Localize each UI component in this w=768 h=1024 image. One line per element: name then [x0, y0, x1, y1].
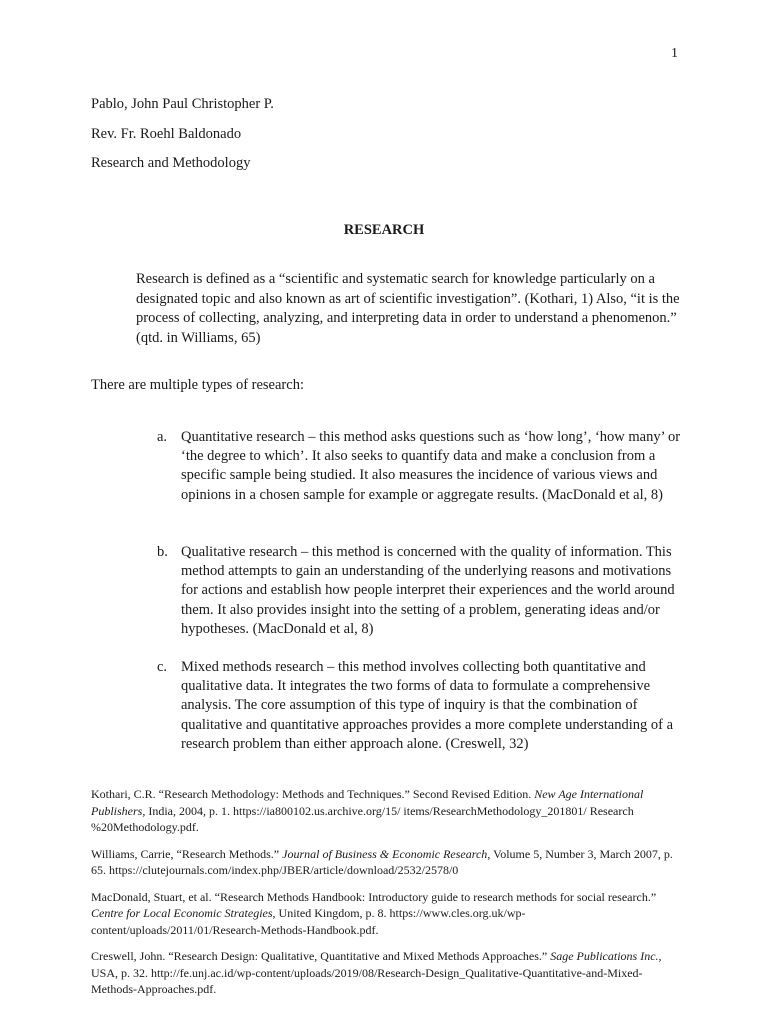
list-marker: b. — [157, 544, 168, 560]
references-section — [91, 786, 681, 1008]
list-marker: c. — [157, 659, 168, 675]
document-title: RESEARCH — [343, 222, 425, 238]
reference-williams: Williams, Carrie, “Research Methods.” Journal of Business & Economic Research, Volume 5, Number 3, March 2007, p. 65. https://clutejournals.com/index.php/JBER/article/download/2532/2578/0 — [91, 846, 673, 877]
reference-creswell: Creswell, John. “Research Design: Qualitative, Quantitative and Mixed Methods Approaches.” Sage Publications Inc., USA, p. 32. http://fe.unj.ac.id/wp-content/uploads/2019/08/Research-Design_Qualitative-Quantitative-and-Mixed-Methods-Approaches.pdf. — [91, 949, 662, 996]
page-number: 1 — [671, 46, 678, 61]
list-item-text: Qualitative research – this method is concerned with the quality of information. This method attempts to gain an understanding of the underlying reasons and motivations for actions and establish how people interpret their experiences and the world around them. It also provides insight into the setting of a problem, generating ideas and/or hypotheses. (MacDonald et al, 8) — [181, 544, 675, 637]
list-item-text: Quantitative research – this method asks questions such as ‘how long’, ‘how many’ or ‘the degree to which’. It also seeks to quantify data and make a conclusion from a specific sample being studied. It also measures the incidence of various views and opinions in a chosen sample for example or aggregate results. (MacDonald et al, 8) — [181, 429, 681, 503]
instructor-name: Rev. Fr. Roehl Baldonado — [91, 125, 242, 142]
reference-macdonald: MacDonald, Stuart, et al. “Research Methods Handbook: Introductory guide to research methods for social research.” Centre for Local Economic Strategies, United Kingdom, p. 8. https://www.cles.org.uk/wp-content/uploads/2011/01/Research-Methods-Handbook.pdf. — [91, 889, 657, 937]
list-item-qualitative — [157, 543, 687, 639]
list-item-text: Mixed methods research – this method involves collecting both quantitative and qualitative data. It integrates the two forms of data to formulate a comprehensive analysis. The core assumption of this type of inquiry is that the combination of qualitative and quantitative approaches provides a more complete understanding of a research problem than either approach alone. (Creswell, 32) — [181, 659, 674, 752]
list-item-mixed-methods — [157, 658, 687, 754]
list-item-quantitative — [157, 428, 687, 505]
document-header — [91, 94, 274, 183]
intro-paragraph: Research is defined as a “scientific and systematic search for knowledge particularly on a designated topic and also known as art of scientific investigation”. (Kothari, 1) Also, “it is the process of collecting, analyzing, and interpreting data in order to understand a phenomenon.” (qtd. in Williams, 65) — [136, 271, 680, 346]
types-intro: There are multiple types of research: — [91, 377, 304, 393]
course-name: Research and Methodology — [91, 155, 251, 171]
list-marker: a. — [157, 429, 168, 445]
reference-kothari: Kothari, C.R. “Research Methodology: Methods and Techniques.” Second Revised Edition. New Age International Publishers, India, 2004, p. 1. https://ia800102.us.archive.org/15/ items/ResearchMethodology_201801/ Research %20Methodology.pdf. — [91, 787, 644, 834]
author-name: Pablo, John Paul Christopher P. — [91, 96, 274, 112]
